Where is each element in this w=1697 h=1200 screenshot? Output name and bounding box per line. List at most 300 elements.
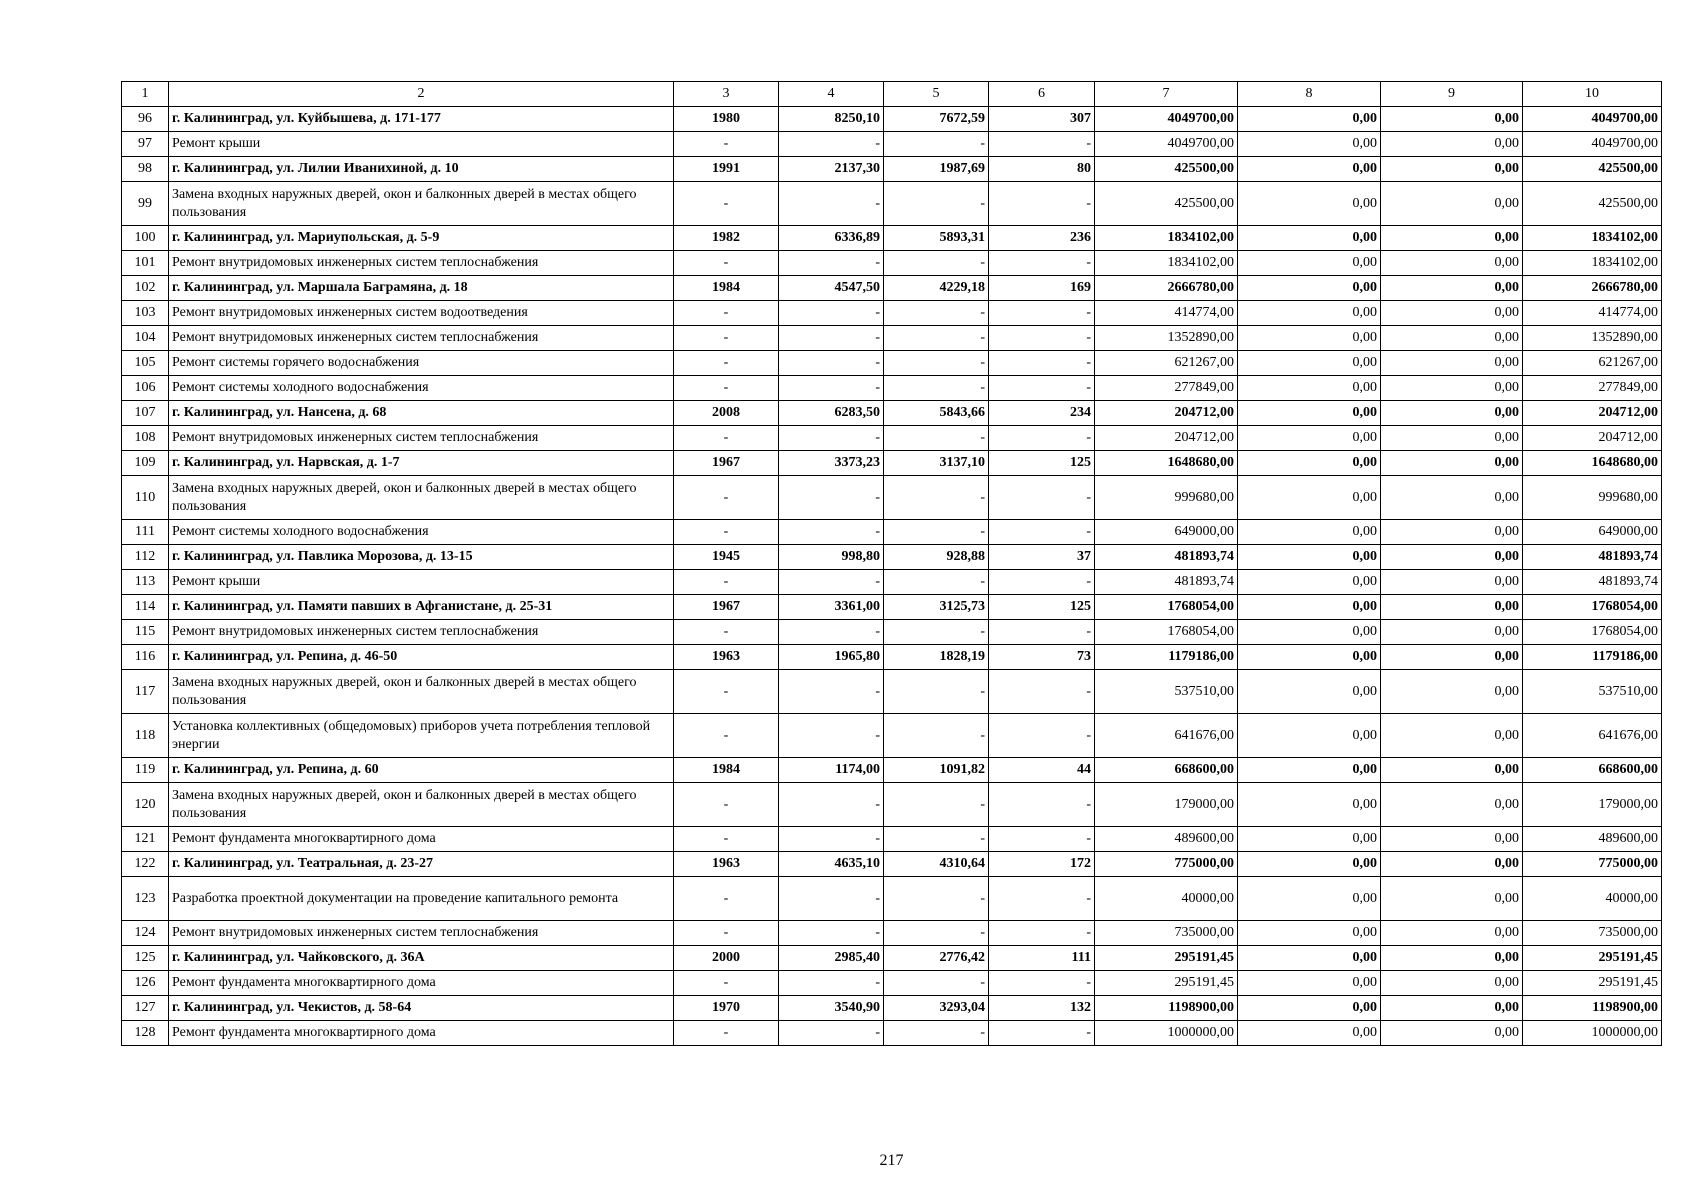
header-row xyxy=(122,82,1662,107)
year-built-cell: - xyxy=(674,476,779,520)
work-item-row xyxy=(122,1021,1662,1046)
federal-funds-cell: 0,00 xyxy=(1238,595,1381,620)
year-built-cell: 2008 xyxy=(674,401,779,426)
total-area-cell: 4635,10 xyxy=(779,852,884,877)
residents-count-cell: - xyxy=(989,132,1095,157)
owner-funds-cell: 425500,00 xyxy=(1523,157,1662,182)
regional-funds-cell: 0,00 xyxy=(1381,226,1523,251)
address-row xyxy=(122,946,1662,971)
owner-funds-cell: 204712,00 xyxy=(1523,426,1662,451)
item-name-cell: г. Калининград, ул. Репина, д. 60 xyxy=(169,758,674,783)
total-area-cell: - xyxy=(779,326,884,351)
total-area-cell: - xyxy=(779,426,884,451)
total-area-cell: - xyxy=(779,476,884,520)
item-name-cell: Ремонт внутридомовых инженерных систем теплоснабжения xyxy=(169,620,674,645)
owner-funds-cell: 40000,00 xyxy=(1523,877,1662,921)
residents-count-cell: 44 xyxy=(989,758,1095,783)
row-number-cell: 98 xyxy=(122,157,169,182)
regional-funds-cell: 0,00 xyxy=(1381,946,1523,971)
regional-funds-cell: 0,00 xyxy=(1381,276,1523,301)
address-row xyxy=(122,645,1662,670)
work-item-row xyxy=(122,971,1662,996)
item-name-cell: Ремонт внутридомовых инженерных систем теплоснабжения xyxy=(169,251,674,276)
row-number-cell: 99 xyxy=(122,182,169,226)
federal-funds-cell: 0,00 xyxy=(1238,852,1381,877)
owner-funds-cell: 668600,00 xyxy=(1523,758,1662,783)
work-item-row xyxy=(122,476,1662,520)
item-name-cell: г. Калининград, ул. Театральная, д. 23-27 xyxy=(169,852,674,877)
federal-funds-cell: 0,00 xyxy=(1238,921,1381,946)
living-area-cell: - xyxy=(884,251,989,276)
total-area-cell: - xyxy=(779,1021,884,1046)
residents-count-cell: - xyxy=(989,827,1095,852)
year-built-cell: 1984 xyxy=(674,758,779,783)
item-name-cell: Ремонт крыши xyxy=(169,570,674,595)
work-item-row xyxy=(122,132,1662,157)
row-number-cell: 103 xyxy=(122,301,169,326)
item-name-cell: г. Калининград, ул. Мариупольская, д. 5-9 xyxy=(169,226,674,251)
row-number-cell: 106 xyxy=(122,376,169,401)
regional-funds-cell: 0,00 xyxy=(1381,1021,1523,1046)
total-cost-cell: 1834102,00 xyxy=(1095,251,1238,276)
item-name-cell: Замена входных наружных дверей, окон и балконных дверей в местах общего пользования xyxy=(169,476,674,520)
living-area-cell: 3293,04 xyxy=(884,996,989,1021)
header-cell: 9 xyxy=(1381,82,1523,107)
federal-funds-cell: 0,00 xyxy=(1238,182,1381,226)
total-area-cell: - xyxy=(779,783,884,827)
item-name-cell: Ремонт крыши xyxy=(169,132,674,157)
item-name-cell: Ремонт фундамента многоквартирного дома xyxy=(169,971,674,996)
owner-funds-cell: 1179186,00 xyxy=(1523,645,1662,670)
work-item-row xyxy=(122,376,1662,401)
regional-funds-cell: 0,00 xyxy=(1381,132,1523,157)
total-cost-cell: 641676,00 xyxy=(1095,714,1238,758)
owner-funds-cell: 641676,00 xyxy=(1523,714,1662,758)
capital-repair-table xyxy=(121,81,1662,1046)
total-area-cell: - xyxy=(779,520,884,545)
federal-funds-cell: 0,00 xyxy=(1238,401,1381,426)
address-row xyxy=(122,996,1662,1021)
item-name-cell: Ремонт внутридомовых инженерных систем водоотведения xyxy=(169,301,674,326)
item-name-cell: Ремонт системы холодного водоснабжения xyxy=(169,376,674,401)
owner-funds-cell: 1000000,00 xyxy=(1523,1021,1662,1046)
row-number-cell: 117 xyxy=(122,670,169,714)
year-built-cell: - xyxy=(674,426,779,451)
header-cell: 1 xyxy=(122,82,169,107)
regional-funds-cell: 0,00 xyxy=(1381,301,1523,326)
total-area-cell: - xyxy=(779,714,884,758)
regional-funds-cell: 0,00 xyxy=(1381,451,1523,476)
address-row xyxy=(122,852,1662,877)
total-cost-cell: 425500,00 xyxy=(1095,157,1238,182)
owner-funds-cell: 481893,74 xyxy=(1523,545,1662,570)
regional-funds-cell: 0,00 xyxy=(1381,107,1523,132)
header-cell: 2 xyxy=(169,82,674,107)
total-cost-cell: 999680,00 xyxy=(1095,476,1238,520)
header-cell: 8 xyxy=(1238,82,1381,107)
row-number-cell: 107 xyxy=(122,401,169,426)
row-number-cell: 120 xyxy=(122,783,169,827)
header-cell: 3 xyxy=(674,82,779,107)
year-built-cell: - xyxy=(674,971,779,996)
living-area-cell: 928,88 xyxy=(884,545,989,570)
item-name-cell: г. Калининград, ул. Репина, д. 46-50 xyxy=(169,645,674,670)
item-name-cell: Установка коллективных (общедомовых) приборов учета потребления тепловой энергии xyxy=(169,714,674,758)
year-built-cell: 2000 xyxy=(674,946,779,971)
residents-count-cell: 132 xyxy=(989,996,1095,1021)
year-built-cell: - xyxy=(674,251,779,276)
total-area-cell: 3540,90 xyxy=(779,996,884,1021)
living-area-cell: - xyxy=(884,620,989,645)
living-area-cell: - xyxy=(884,921,989,946)
owner-funds-cell: 2666780,00 xyxy=(1523,276,1662,301)
residents-count-cell: 234 xyxy=(989,401,1095,426)
total-area-cell: 1174,00 xyxy=(779,758,884,783)
work-item-row xyxy=(122,570,1662,595)
item-name-cell: Ремонт системы холодного водоснабжения xyxy=(169,520,674,545)
total-cost-cell: 1179186,00 xyxy=(1095,645,1238,670)
total-area-cell: - xyxy=(779,351,884,376)
total-cost-cell: 1352890,00 xyxy=(1095,326,1238,351)
residents-count-cell: - xyxy=(989,783,1095,827)
row-number-cell: 128 xyxy=(122,1021,169,1046)
address-row xyxy=(122,401,1662,426)
item-name-cell: Ремонт фундамента многоквартирного дома xyxy=(169,1021,674,1046)
row-number-cell: 121 xyxy=(122,827,169,852)
living-area-cell: 1091,82 xyxy=(884,758,989,783)
total-area-cell: - xyxy=(779,251,884,276)
row-number-cell: 113 xyxy=(122,570,169,595)
total-cost-cell: 40000,00 xyxy=(1095,877,1238,921)
year-built-cell: 1967 xyxy=(674,595,779,620)
living-area-cell: - xyxy=(884,351,989,376)
row-number-cell: 109 xyxy=(122,451,169,476)
residents-count-cell: 125 xyxy=(989,451,1095,476)
owner-funds-cell: 425500,00 xyxy=(1523,182,1662,226)
address-row xyxy=(122,226,1662,251)
living-area-cell: - xyxy=(884,326,989,351)
row-number-cell: 108 xyxy=(122,426,169,451)
year-built-cell: - xyxy=(674,620,779,645)
living-area-cell: - xyxy=(884,301,989,326)
living-area-cell: - xyxy=(884,1021,989,1046)
item-name-cell: г. Калининград, ул. Куйбышева, д. 171-177 xyxy=(169,107,674,132)
total-cost-cell: 2666780,00 xyxy=(1095,276,1238,301)
year-built-cell: - xyxy=(674,376,779,401)
total-area-cell: - xyxy=(779,670,884,714)
regional-funds-cell: 0,00 xyxy=(1381,877,1523,921)
item-name-cell: Ремонт внутридомовых инженерных систем теплоснабжения xyxy=(169,426,674,451)
total-area-cell: - xyxy=(779,132,884,157)
year-built-cell: - xyxy=(674,1021,779,1046)
year-built-cell: - xyxy=(674,520,779,545)
residents-count-cell: - xyxy=(989,971,1095,996)
header-cell: 10 xyxy=(1523,82,1662,107)
item-name-cell: г. Калининград, ул. Памяти павших в Афганистане, д. 25-31 xyxy=(169,595,674,620)
year-built-cell: 1967 xyxy=(674,451,779,476)
total-area-cell: 3373,23 xyxy=(779,451,884,476)
total-cost-cell: 735000,00 xyxy=(1095,921,1238,946)
living-area-cell: - xyxy=(884,376,989,401)
regional-funds-cell: 0,00 xyxy=(1381,852,1523,877)
residents-count-cell: 169 xyxy=(989,276,1095,301)
living-area-cell: 2776,42 xyxy=(884,946,989,971)
item-name-cell: г. Калининград, ул. Чайковского, д. 36А xyxy=(169,946,674,971)
total-area-cell: 6336,89 xyxy=(779,226,884,251)
total-cost-cell: 1834102,00 xyxy=(1095,226,1238,251)
total-cost-cell: 4049700,00 xyxy=(1095,107,1238,132)
total-cost-cell: 414774,00 xyxy=(1095,301,1238,326)
total-area-cell: 1965,80 xyxy=(779,645,884,670)
total-area-cell: - xyxy=(779,376,884,401)
row-number-cell: 124 xyxy=(122,921,169,946)
owner-funds-cell: 481893,74 xyxy=(1523,570,1662,595)
item-name-cell: Замена входных наружных дверей, окон и балконных дверей в местах общего пользования xyxy=(169,783,674,827)
row-number-cell: 119 xyxy=(122,758,169,783)
residents-count-cell: - xyxy=(989,182,1095,226)
residents-count-cell: 37 xyxy=(989,545,1095,570)
year-built-cell: - xyxy=(674,326,779,351)
work-item-row xyxy=(122,670,1662,714)
residents-count-cell: - xyxy=(989,877,1095,921)
regional-funds-cell: 0,00 xyxy=(1381,620,1523,645)
item-name-cell: г. Калининград, ул. Чекистов, д. 58-64 xyxy=(169,996,674,1021)
regional-funds-cell: 0,00 xyxy=(1381,401,1523,426)
living-area-cell: 3137,10 xyxy=(884,451,989,476)
federal-funds-cell: 0,00 xyxy=(1238,877,1381,921)
year-built-cell: 1963 xyxy=(674,852,779,877)
row-number-cell: 116 xyxy=(122,645,169,670)
row-number-cell: 104 xyxy=(122,326,169,351)
owner-funds-cell: 649000,00 xyxy=(1523,520,1662,545)
total-cost-cell: 489600,00 xyxy=(1095,827,1238,852)
address-row xyxy=(122,276,1662,301)
living-area-cell: 5893,31 xyxy=(884,226,989,251)
residents-count-cell: 172 xyxy=(989,852,1095,877)
regional-funds-cell: 0,00 xyxy=(1381,545,1523,570)
owner-funds-cell: 621267,00 xyxy=(1523,351,1662,376)
year-built-cell: 1982 xyxy=(674,226,779,251)
federal-funds-cell: 0,00 xyxy=(1238,476,1381,520)
total-cost-cell: 295191,45 xyxy=(1095,971,1238,996)
owner-funds-cell: 414774,00 xyxy=(1523,301,1662,326)
federal-funds-cell: 0,00 xyxy=(1238,276,1381,301)
total-area-cell: 3361,00 xyxy=(779,595,884,620)
header-cell: 5 xyxy=(884,82,989,107)
row-number-cell: 100 xyxy=(122,226,169,251)
owner-funds-cell: 295191,45 xyxy=(1523,946,1662,971)
year-built-cell: - xyxy=(674,921,779,946)
row-number-cell: 97 xyxy=(122,132,169,157)
owner-funds-cell: 295191,45 xyxy=(1523,971,1662,996)
total-area-cell: - xyxy=(779,620,884,645)
row-number-cell: 105 xyxy=(122,351,169,376)
residents-count-cell: - xyxy=(989,921,1095,946)
living-area-cell: - xyxy=(884,827,989,852)
living-area-cell: 5843,66 xyxy=(884,401,989,426)
total-area-cell: - xyxy=(779,182,884,226)
row-number-cell: 112 xyxy=(122,545,169,570)
regional-funds-cell: 0,00 xyxy=(1381,326,1523,351)
owner-funds-cell: 4049700,00 xyxy=(1523,107,1662,132)
row-number-cell: 126 xyxy=(122,971,169,996)
living-area-cell: - xyxy=(884,520,989,545)
total-area-cell: - xyxy=(779,971,884,996)
total-area-cell: - xyxy=(779,570,884,595)
row-number-cell: 96 xyxy=(122,107,169,132)
total-cost-cell: 621267,00 xyxy=(1095,351,1238,376)
row-number-cell: 110 xyxy=(122,476,169,520)
living-area-cell: - xyxy=(884,570,989,595)
address-row xyxy=(122,595,1662,620)
federal-funds-cell: 0,00 xyxy=(1238,783,1381,827)
owner-funds-cell: 1834102,00 xyxy=(1523,226,1662,251)
federal-funds-cell: 0,00 xyxy=(1238,226,1381,251)
total-cost-cell: 1648680,00 xyxy=(1095,451,1238,476)
item-name-cell: Ремонт внутридомовых инженерных систем теплоснабжения xyxy=(169,326,674,351)
living-area-cell: 1828,19 xyxy=(884,645,989,670)
total-cost-cell: 1000000,00 xyxy=(1095,1021,1238,1046)
document-page xyxy=(121,81,1661,1046)
owner-funds-cell: 537510,00 xyxy=(1523,670,1662,714)
work-item-row xyxy=(122,351,1662,376)
row-number-cell: 102 xyxy=(122,276,169,301)
row-number-cell: 115 xyxy=(122,620,169,645)
residents-count-cell: - xyxy=(989,426,1095,451)
total-cost-cell: 481893,74 xyxy=(1095,570,1238,595)
residents-count-cell: - xyxy=(989,326,1095,351)
federal-funds-cell: 0,00 xyxy=(1238,620,1381,645)
year-built-cell: - xyxy=(674,877,779,921)
work-item-row xyxy=(122,783,1662,827)
federal-funds-cell: 0,00 xyxy=(1238,326,1381,351)
work-item-row xyxy=(122,251,1662,276)
year-built-cell: - xyxy=(674,301,779,326)
residents-count-cell: - xyxy=(989,476,1095,520)
residents-count-cell: - xyxy=(989,570,1095,595)
federal-funds-cell: 0,00 xyxy=(1238,426,1381,451)
owner-funds-cell: 179000,00 xyxy=(1523,783,1662,827)
total-area-cell: - xyxy=(779,921,884,946)
owner-funds-cell: 1198900,00 xyxy=(1523,996,1662,1021)
address-row xyxy=(122,451,1662,476)
federal-funds-cell: 0,00 xyxy=(1238,946,1381,971)
living-area-cell: 1987,69 xyxy=(884,157,989,182)
item-name-cell: г. Калининград, ул. Нарвская, д. 1-7 xyxy=(169,451,674,476)
federal-funds-cell: 0,00 xyxy=(1238,645,1381,670)
year-built-cell: 1963 xyxy=(674,645,779,670)
year-built-cell: 1945 xyxy=(674,545,779,570)
regional-funds-cell: 0,00 xyxy=(1381,758,1523,783)
regional-funds-cell: 0,00 xyxy=(1381,971,1523,996)
item-name-cell: Замена входных наружных дверей, окон и балконных дверей в местах общего пользования xyxy=(169,182,674,226)
owner-funds-cell: 1352890,00 xyxy=(1523,326,1662,351)
federal-funds-cell: 0,00 xyxy=(1238,351,1381,376)
regional-funds-cell: 0,00 xyxy=(1381,376,1523,401)
regional-funds-cell: 0,00 xyxy=(1381,645,1523,670)
owner-funds-cell: 204712,00 xyxy=(1523,401,1662,426)
address-row xyxy=(122,107,1662,132)
total-area-cell: 4547,50 xyxy=(779,276,884,301)
year-built-cell: 1970 xyxy=(674,996,779,1021)
header-cell: 6 xyxy=(989,82,1095,107)
year-built-cell: - xyxy=(674,182,779,226)
owner-funds-cell: 1648680,00 xyxy=(1523,451,1662,476)
owner-funds-cell: 277849,00 xyxy=(1523,376,1662,401)
regional-funds-cell: 0,00 xyxy=(1381,182,1523,226)
item-name-cell: г. Калининград, ул. Павлика Морозова, д. 13-15 xyxy=(169,545,674,570)
row-number-cell: 111 xyxy=(122,520,169,545)
total-cost-cell: 481893,74 xyxy=(1095,545,1238,570)
owner-funds-cell: 1834102,00 xyxy=(1523,251,1662,276)
federal-funds-cell: 0,00 xyxy=(1238,107,1381,132)
owner-funds-cell: 999680,00 xyxy=(1523,476,1662,520)
living-area-cell: 4229,18 xyxy=(884,276,989,301)
item-name-cell: Разработка проектной документации на проведение капитального ремонта xyxy=(169,877,674,921)
residents-count-cell: 111 xyxy=(989,946,1095,971)
residents-count-cell: 73 xyxy=(989,645,1095,670)
residents-count-cell: - xyxy=(989,670,1095,714)
living-area-cell: 3125,73 xyxy=(884,595,989,620)
row-number-cell: 123 xyxy=(122,877,169,921)
owner-funds-cell: 4049700,00 xyxy=(1523,132,1662,157)
regional-funds-cell: 0,00 xyxy=(1381,783,1523,827)
federal-funds-cell: 0,00 xyxy=(1238,670,1381,714)
federal-funds-cell: 0,00 xyxy=(1238,996,1381,1021)
total-area-cell: 8250,10 xyxy=(779,107,884,132)
work-item-row xyxy=(122,714,1662,758)
regional-funds-cell: 0,00 xyxy=(1381,351,1523,376)
work-item-row xyxy=(122,182,1662,226)
total-cost-cell: 277849,00 xyxy=(1095,376,1238,401)
living-area-cell: - xyxy=(884,132,989,157)
federal-funds-cell: 0,00 xyxy=(1238,376,1381,401)
regional-funds-cell: 0,00 xyxy=(1381,251,1523,276)
regional-funds-cell: 0,00 xyxy=(1381,476,1523,520)
total-cost-cell: 775000,00 xyxy=(1095,852,1238,877)
page-number: 217 xyxy=(879,1152,904,1169)
work-item-row xyxy=(122,520,1662,545)
living-area-cell: - xyxy=(884,714,989,758)
item-name-cell: Ремонт фундамента многоквартирного дома xyxy=(169,827,674,852)
federal-funds-cell: 0,00 xyxy=(1238,520,1381,545)
work-item-row xyxy=(122,877,1662,921)
address-row xyxy=(122,157,1662,182)
total-cost-cell: 537510,00 xyxy=(1095,670,1238,714)
total-cost-cell: 1768054,00 xyxy=(1095,620,1238,645)
federal-funds-cell: 0,00 xyxy=(1238,157,1381,182)
year-built-cell: - xyxy=(674,570,779,595)
federal-funds-cell: 0,00 xyxy=(1238,451,1381,476)
living-area-cell: - xyxy=(884,426,989,451)
federal-funds-cell: 0,00 xyxy=(1238,251,1381,276)
residents-count-cell: - xyxy=(989,1021,1095,1046)
residents-count-cell: - xyxy=(989,351,1095,376)
total-area-cell: 998,80 xyxy=(779,545,884,570)
regional-funds-cell: 0,00 xyxy=(1381,714,1523,758)
federal-funds-cell: 0,00 xyxy=(1238,570,1381,595)
total-cost-cell: 425500,00 xyxy=(1095,182,1238,226)
federal-funds-cell: 0,00 xyxy=(1238,758,1381,783)
owner-funds-cell: 735000,00 xyxy=(1523,921,1662,946)
regional-funds-cell: 0,00 xyxy=(1381,670,1523,714)
total-cost-cell: 4049700,00 xyxy=(1095,132,1238,157)
row-number-cell: 101 xyxy=(122,251,169,276)
total-area-cell: - xyxy=(779,827,884,852)
year-built-cell: - xyxy=(674,670,779,714)
row-number-cell: 127 xyxy=(122,996,169,1021)
total-cost-cell: 204712,00 xyxy=(1095,426,1238,451)
